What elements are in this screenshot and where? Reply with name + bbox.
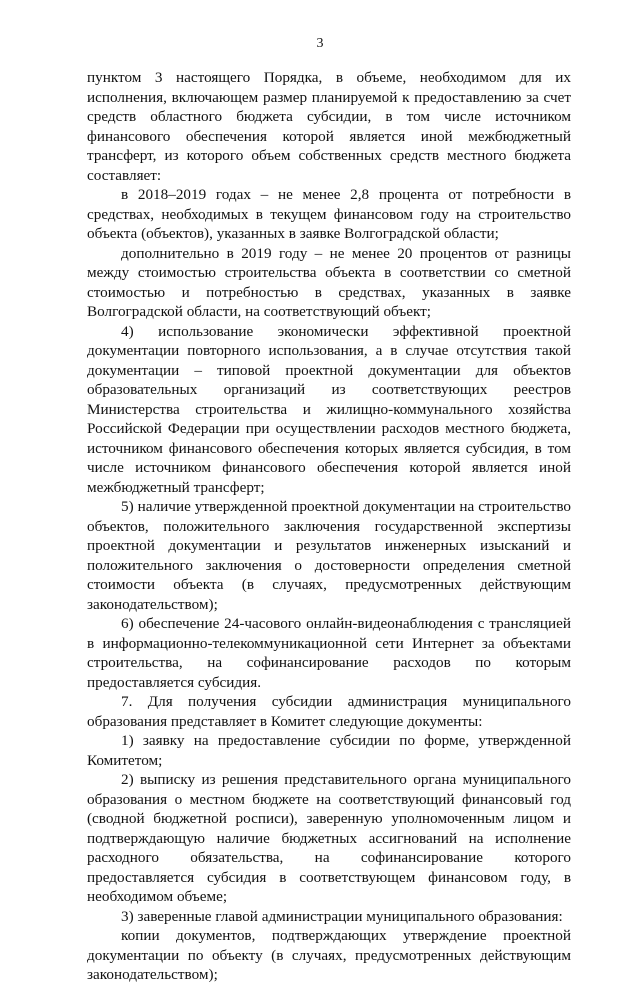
paragraph-doc-3-copies: копии документов, подтверждающих утверждение проектной документации по объекту (в случаях, предусмотренных действующим законодательством);	[87, 927, 571, 983]
paragraph-item-5: 5) наличие утвержденной проектной документации на строительство объектов, положительного заключения государственной экспертизы проектной документации и результатов инженерных изысканий и положительного заключения о достоверности определения сметной стоимости объекта (в случаях, предусмотренных действующим законодательством);	[87, 498, 571, 613]
paragraph-continuation: пунктом 3 настоящего Порядка, в объеме, необходимом для их исполнения, включающем размер планируемой к предоставлению за счет средств областного бюджета субсидии, в том числе источником финансового обеспечения которой является иной межбюджетный трансферт, из которого объем собственных средств местного бюджета составляет:	[87, 69, 571, 184]
paragraph-item-6: 6) обеспечение 24-часового онлайн-видеонаблюдения с трансляцией в информационно-телекоммуникационной сети Интернет за объектами строительства, на софинансирование расходов по которым предоставляется субсидия.	[87, 615, 571, 691]
document-body	[87, 68, 571, 985]
paragraph-doc-3: 3) заверенные главой администрации муниципального образования:	[121, 907, 563, 925]
paragraph-2018-2019: в 2018–2019 годах – не менее 2,8 процента от потребности в средствах, необходимых в текущем финансовом году на строительство объекта (объектов), указанных в заявке Волгоградской области;	[87, 186, 571, 242]
paragraph-doc-2: 2) выписку из решения представительного органа муниципального образования о местном бюджете на соответствующий финансовый год (сводной бюджетной росписи), заверенную уполномоченным лицом и подтверждающую наличие бюджетных ассигнований на исполнение расходного обязательства, на софинансирование которого предоставляется субсидия в соответствующем финансовом году, в необходимом объеме;	[87, 771, 571, 905]
paragraph-doc-1: 1) заявку на предоставление субсидии по форме, утвержденной Комитетом;	[87, 732, 571, 769]
paragraph-section-7: 7. Для получения субсидии администрация муниципального образования представляет в Комитет следующие документы:	[87, 693, 571, 730]
paragraph-additional-2019: дополнительно в 2019 году – не менее 20 процентов от разницы между стоимостью строительства объекта в соответствии со сметной стоимостью и потребностью в средствах, указанных в заявке Волгоградской области, на соответствующий объект;	[87, 244, 571, 320]
paragraph-item-4: 4) использование экономически эффективной проектной документации повторного использования, а в случае отсутствия такой документации – типовой проектной документации для объектов образовательных организаций из соответствующих реестров Министерства строительства и жилищно-коммунального хозяйства Российской Федерации при осуществлении расходов местного бюджета, источником финансового обеспечения которых является субсидия, в том числе источником финансового обеспечения которой является иной межбюджетный трансферт;	[87, 322, 571, 496]
page-number: 3	[316, 36, 324, 51]
